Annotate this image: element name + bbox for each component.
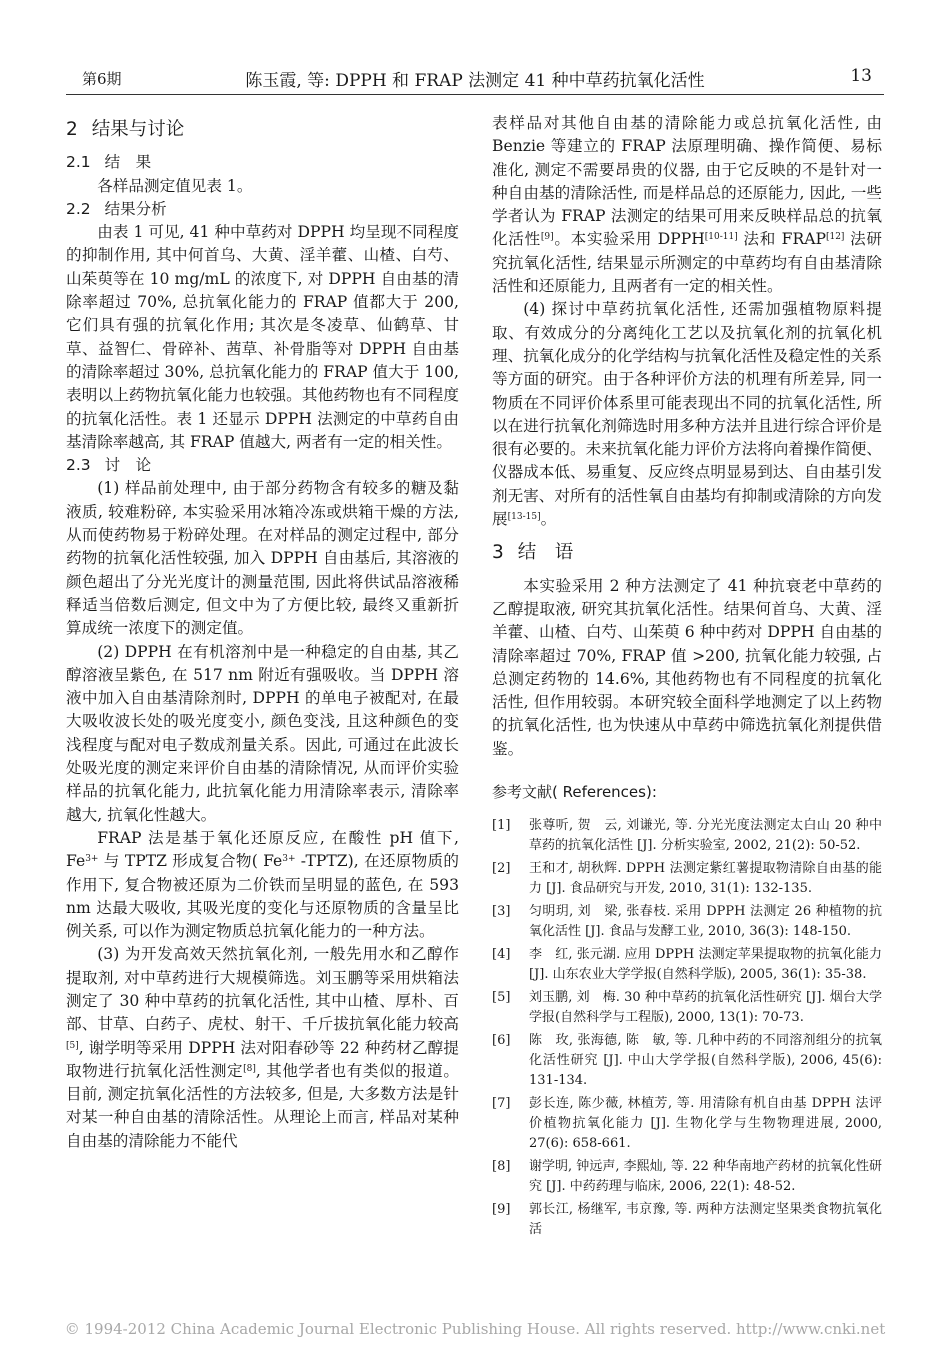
citation: [13-15]	[507, 512, 541, 523]
paragraph: 本实验采用 2 种方法测定了 41 种抗衰老中草药的乙醇提取液, 研究其抗氧化活性。结果何首乌、大黄、淫羊藿、山楂、白芍、山茱萸 6 种中药对 DPPH 自由基的清除率超过 70%, FRAP 值 >200, 抗氧化能力较强, 占总测定药物的 14.6%, 其他药物也有不同程度的抗氧化活性, 但作用较弱。本研究较全面科学地测定了以上药物的抗氧化活性, 也为快速从中草药中筛选抗氧化剂提供借鉴。	[492, 576, 882, 758]
paragraph: (1) 样品前处理中, 由于部分药物含有较多的糖及黏液质, 较难粉碎, 本实验采用冰箱冷冻或烘箱干燥的方法, 从而使药物易于粉碎处理。在对样品的测定过程中, 部分药物的抗氧化活性较强, 加入 DPPH 自由基后, 其溶液的颜色超出了分光光度计的测量范围, 因此将供试品溶液稀释适当倍数后测定, 但文中为了方便比较, 最终又重新折算成统一浓度下的测定值。	[66, 479, 459, 638]
superscript: 3+	[85, 854, 99, 865]
paragraph: 由表 1 可见, 41 种中草药对 DPPH 均呈现不同程度的抑制作用, 其中何首乌、大黄、淫羊藿、山楂、白芍、山茱萸等在 10 mg/mL 的浓度下, 对 DPPH 自由基的清除率超过 70%, 总抗氧化能力的 FRAP 值都大于 200, 它们具有强的抗氧化作用; 其次是冬凌草、仙鹤草、甘草、益智仁、骨碎补、茜草、补骨脂等对 DPPH 自由基的清除率超过 30%, 总抗氧化能力的 FRAP 值大于 100, 表明以上药物抗氧化能力也较强。其他药物也有不同程度的抗氧化活性。表 1 还显示 DPPH 法测定的中草药自由基清除率越高, 其 FRAP 值越大, 两者有一定的相关性。	[66, 223, 459, 451]
copyright-footer: © 1994-2012 China Academic Journal Electronic Publishing House. All rights reserved. http://www.cnki.net	[64, 1320, 886, 1338]
paragraph: 表样品对其他自由基的清除能力或总抗氧化活性, 由 Benzie 等建立的 FRAP 法原理明确、操作简便、易标准化, 测定不需要昂贵的仪器, 由于它反映的不是针对一种自由基的清除活性, 而是样品总的还原能力, 因此, 一些学者认为 FRAP 法测定的结果可用来反映样品总的抗氧化活性[9]。本实验采用 DPPH[10-11] 法和 FRAP[12] 法研究抗氧化活性, 结果显示所测定的中草药均有自由基清除活性和还原能力, 且两者有一定的相关性。	[492, 114, 882, 296]
reference-item: [3] 匀明玥, 刘 梁, 张春枝. 采用 DPPH 法测定 26 种植物的抗氧化活性 [J]. 食品与发酵工业, 2010, 36(3): 148-150.	[492, 904, 882, 940]
paragraph: (3) 为开发高效天然抗氧化剂, 一般先用水和乙醇作提取剂, 对中草药进行大规模筛选。刘玉鹏等采用烘箱法测定了 30 种中草药的抗氧化活性, 其中山楂、厚朴、百部、甘草、白药子、虎杖、射干、千斤拔抗氧化能力较高[5], 谢学明等采用 DPPH 法对阳春砂等 22 种药材乙醇提取物进行抗氧化活性测定[8], 其他学者也有类似的报道。目前, 测定抗氧化活性的方法较多, 但是, 大多数方法是针对某一种自由基的清除活性。从理论上而言, 样品对某种自由基的清除能力不能代	[66, 945, 459, 1150]
reference-item: [4] 李 红, 张元湖. 应用 DPPH 法测定苹果提取物的抗氧化能力 [J]. 山东农业大学学报(自然科学版), 2005, 36(1): 35-38.	[492, 947, 882, 983]
subsection-heading-2-2: 2.2 结果分析	[66, 199, 167, 218]
subsection-heading-2-1: 2.1 结 果	[66, 153, 152, 172]
reference-item: [1] 张尊听, 贺 云, 刘谦光, 等. 分光光度法测定太白山 20 种中草药的抗氧化活性 [J]. 分析实验室, 2002, 21(2): 50-52.	[492, 818, 882, 854]
reference-item: [6] 陈 玫, 张海德, 陈 敏, 等. 几种中药的不同溶剂组分的抗氧化活性研究 [J]. 中山大学学报(自然科学版), 2006, 45(6): 131-134.	[492, 1033, 882, 1089]
citation: [8]	[243, 1063, 256, 1074]
page-number: 13	[850, 66, 872, 86]
paragraph: 各样品测定值见表 1。	[97, 176, 253, 195]
citation: [9]	[540, 232, 554, 243]
reference-item: [9] 郭长江, 杨继军, 韦京豫, 等. 两种方法测定坚果类食物抗氧化活	[492, 1202, 882, 1238]
reference-item: [2] 王和才, 胡秋辉. DPPH 法测定紫红薯提取物清除自由基的能力 [J]. 食品研究与开发, 2010, 31(1): 132-135.	[492, 861, 882, 897]
section-heading-3: 3 结 语	[492, 542, 574, 564]
header-rule	[66, 94, 884, 95]
references-heading: 参考文献( References):	[492, 783, 657, 802]
running-title: 陈玉霞, 等: DPPH 和 FRAP 法测定 41 种中草药抗氧化活性	[245, 71, 705, 91]
paragraph: (2) DPPH 在有机溶剂中是一种稳定的自由基, 其乙醇溶液呈紫色, 在 517 nm 附近有强吸收。当 DPPH 溶液中加入自由基清除剂时, DPPH 的单电子被配对, 在最大吸收波长处的吸光度变小, 颜色变浅, 且这种颜色的变浅程度与配对电子数成剂量关系。因此, 可通过在此波长处吸光度的测定来评价自由基的清除情况, 从而评价实验样品的抗氧化能力, 此抗氧化能力用清除率表示, 清除率越大, 抗氧化性越大。	[66, 642, 459, 824]
subsection-heading-2-3: 2.3 讨 论	[66, 456, 152, 475]
section-heading-2: 2 结果与讨论	[66, 119, 185, 140]
reference-item: [7] 彭长连, 陈少薇, 林植芳, 等. 用清除有机自由基 DPPH 法评价植物抗氧化能力 [J]. 生物化学与生物物理进展, 2000, 27(6): 658-661.	[492, 1096, 882, 1152]
citation: [10-11]	[704, 232, 738, 243]
citation: [12]	[825, 232, 845, 243]
issue-number: 第6期	[82, 70, 122, 88]
reference-list	[492, 816, 882, 1240]
superscript: 3+	[282, 854, 296, 865]
paragraph: (4) 探讨中草药抗氧化活性, 还需加强植物原料提取、有效成分的分离纯化工艺以及抗氧化剂的抗氧化机理、抗氧化成分的化学结构与抗氧化活性及稳定性的关系等方面的研究。由于各种评价方法的机理有所差异, 同一物质在不同评价体系里可能表现出不同的抗氧化活性, 所以在进行抗氧化剂筛选时用多种方法并且进行综合评价是很有必要的。未来抗氧化能力评价方法将向着操作简便、仪器成本低、易重复、反应终点明显易到达、自由基引发剂无害、对所有的活性氧自由基均有抑制或清除的方向发展[13-15]。	[492, 300, 882, 529]
citation: [5]	[66, 1040, 79, 1051]
reference-item: [5] 刘玉鹏, 刘 梅. 30 种中草药的抗氧化活性研究 [J]. 烟台大学学报(自然科学与工程版), 2000, 13(1): 70-73.	[492, 990, 882, 1026]
running-header	[66, 62, 884, 92]
left-column	[66, 112, 459, 1153]
reference-item: [8] 谢学明, 钟远声, 李熙灿, 等. 22 种华南地产药材的抗氧化性研究 [J]. 中药药理与临床, 2006, 22(1): 48-52.	[492, 1159, 882, 1195]
right-column	[492, 112, 882, 1243]
paragraph: FRAP 法是基于氧化还原反应, 在酸性 pH 值下, $Fe^{3+}$ 与 TPTZ 形成复合物( $Fe^{3+}$ -TPTZ), 在还原物质的作用下, 复合物被还原为二价铁而呈明显的蓝色, 在 593 nm 达最大吸收, 其吸光度的变化与还原物质的含量呈比例关系, 可以作为测定物质总抗氧化能力的一种方法。	[66, 828, 459, 941]
